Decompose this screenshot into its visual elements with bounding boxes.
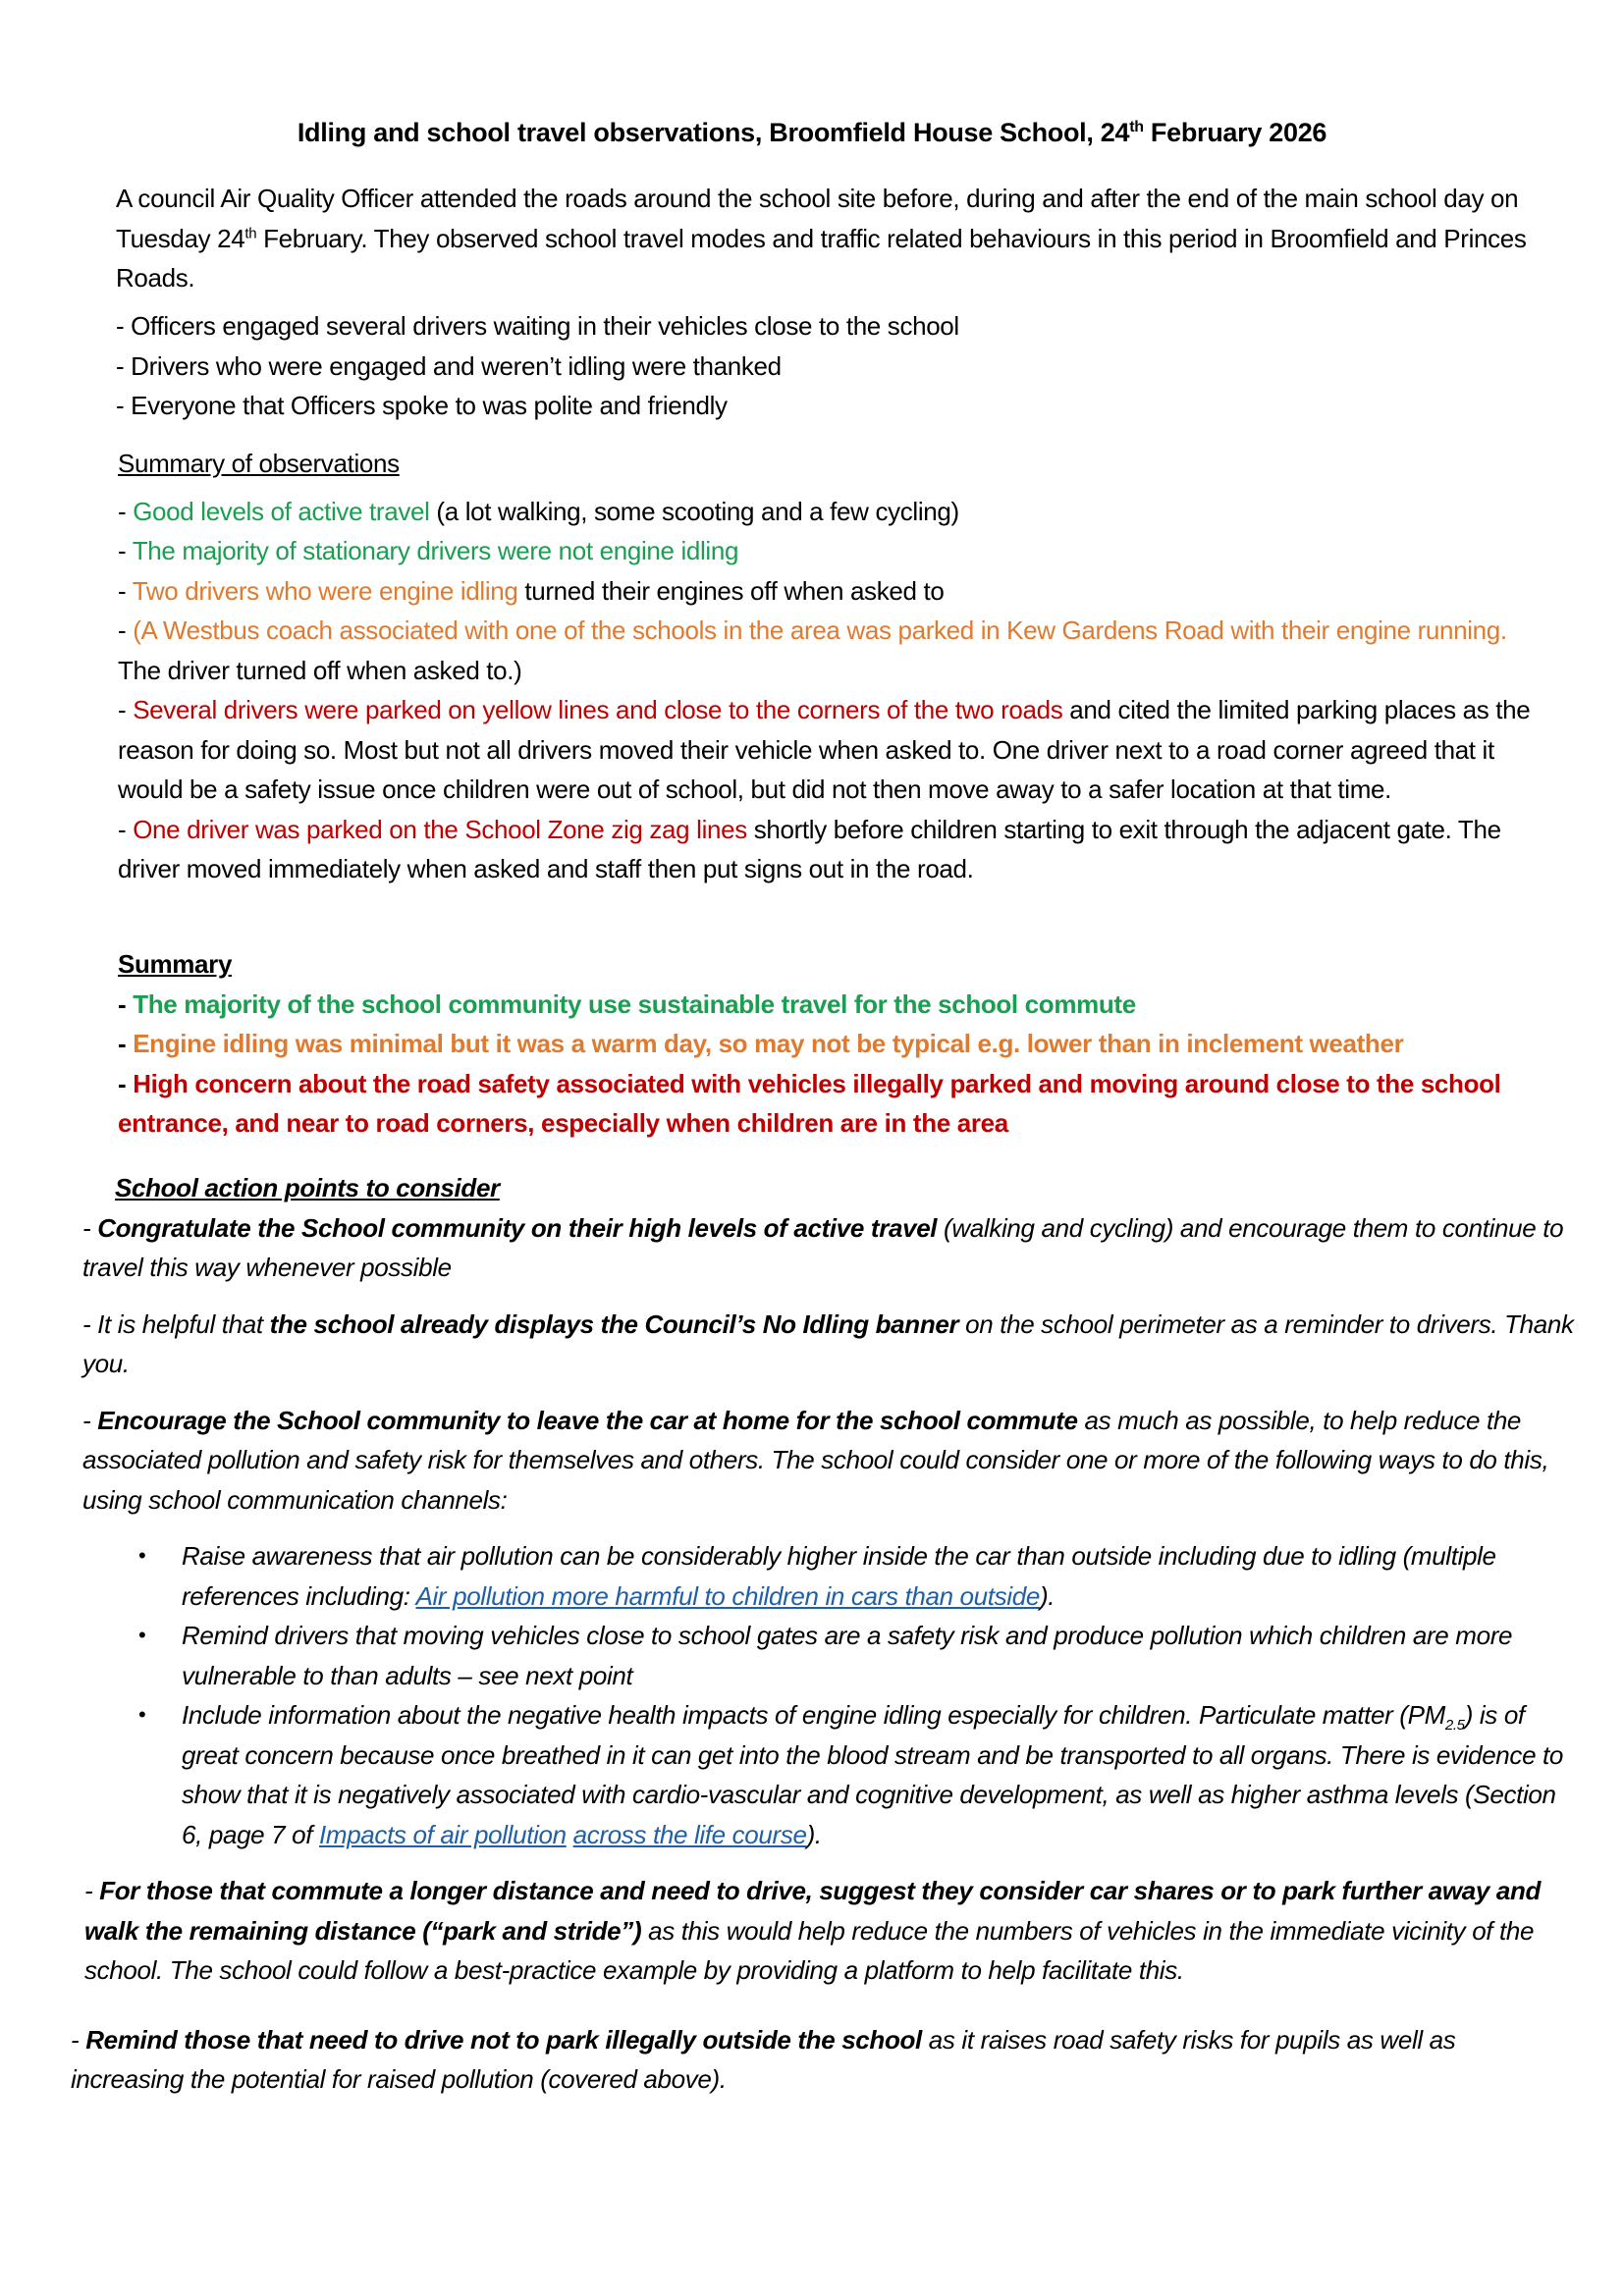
document-title — [0, 118, 1624, 148]
air-pollution-cars-link[interactable]: Air pollution more harmful to children in cars than outside — [415, 1580, 1040, 1611]
summary-item: - Engine idling was minimal but it was a warm day, so may not be typical e.g. lower than in inclement weather — [118, 1029, 1404, 1058]
observation-item: - (A Westbus coach associated with one of the schools in the area was parked in Kew Gardens Road with their engine running. The driver turned off when asked to.) — [118, 615, 1507, 685]
observations-heading: Summary of observations — [118, 449, 400, 478]
action-bullet: • Remind drivers that moving vehicles close to school gates are a safety risk and produce pollution which children are more vulnerable to than adults – see next point — [182, 1616, 1576, 1695]
intro-superscript: th — [244, 224, 257, 241]
bullet-icon: • — [138, 1623, 146, 1647]
observation-item: - One driver was parked on the School Zone zig zag lines shortly before children starting to exit through the adjacent gate. The driver moved immediately when asked and staff then put signs out in the road. — [118, 814, 1501, 883]
action-points-heading: School action points to consider — [115, 1173, 500, 1202]
title-superscript: th — [1129, 119, 1144, 135]
life-course-link[interactable]: across the life course — [572, 1819, 807, 1849]
bullet-icon: • — [138, 1543, 146, 1568]
observations-section — [118, 444, 1542, 889]
intro-text: A council Air Quality Officer attended the roads around the school site before, during and after the end of the main school day on Tuesday 24 — [116, 184, 1519, 253]
bullet-icon: • — [138, 1702, 146, 1727]
summary-section — [118, 944, 1532, 1144]
action-point: - Remind those that need to drive not to park illegally outside the school as it raises road safety risks for pupils as well as increasing the potential for raised pollution (covered above). — [71, 2024, 1456, 2094]
impacts-air-pollution-link[interactable]: Impacts of air pollution — [319, 1819, 567, 1849]
action-bullet: • Include information about the negative health impacts of engine idling especially for children. Particulate matter $(PM_{2.5})$ is of great concern because once breathed in it can get into the blood stream and be transported to all organs. There is evidence to show that it is negatively associated with cardio-vascular and cognitive development, as well as higher asthma levels (Section 6, page 7 of Impacts of air pollution across the life course). — [182, 1695, 1576, 1854]
action-point: - Encourage the School community to leave the car at home for the school commute as much as possible, to help reduce the associated pollution and safety risk for themselves and others. The school could consider one or more of the following ways to do this, using school communication channels: — [82, 1405, 1549, 1515]
action-bullet: • Raise awareness that air pollution can be considerably higher inside the car than outside including due to idling (multiple references including: Air pollution more harmful to children in cars than outside). — [182, 1536, 1576, 1616]
summary-item: - High concern about the road safety associated with vehicles illegally parked and moving around close to the school entrance, and near to road corners, especially when children are in the area — [118, 1068, 1501, 1138]
summary-item: - The majority of the school community use sustainable travel for the school commute — [118, 988, 1136, 1019]
action-point: - It is helpful that the school already displays the Council’s No Idling banner on the school perimeter as a reminder to drivers. Thank you. — [82, 1308, 1574, 1378]
summary-heading: Summary — [118, 949, 233, 979]
title-text-end: February 2026 — [1143, 118, 1327, 147]
intro-point: - Drivers who were engaged and weren’t idling were thanked — [116, 350, 782, 381]
observation-item: - Two drivers who were engine idling turned their engines off when asked to — [118, 575, 945, 606]
intro-point: - Everyone that Officers spoke to was polite and friendly — [116, 391, 728, 420]
observation-item: - Good levels of active travel (a lot walking, some scooting and a few cycling) — [118, 496, 959, 526]
action-bullet-list — [138, 1536, 1576, 1854]
intro-text-end: February. They observed school travel modes and traffic related behaviours in this period in Broomfield and Princes Roads. — [116, 223, 1527, 293]
title-text: Idling and school travel observations, Broomfield House School, 24 — [297, 118, 1130, 147]
action-point: - For those that commute a longer distance and need to drive, suggest they consider car shares or to park further away and walk the remaining distance (“park and stride”) as this would help reduce the numbers of vehicles in the immediate vicinity of the school. The school could follow a best-practice example by providing a platform to help facilitate this. — [84, 1876, 1542, 1985]
action-points-section — [71, 1168, 1575, 2100]
observation-item: - Several drivers were parked on yellow lines and close to the corners of the two roads and cited the limited parking places as the reason for doing so. Most but not all drivers moved their vehicle when asked to. One driver next to a road corner agreed that it would be a safety issue once children were out of school, but did not then move away to a safer location at that time. — [118, 695, 1531, 804]
observation-item: - The majority of stationary drivers were not engine idling — [118, 536, 739, 565]
intro-points — [116, 306, 1530, 426]
intro-point: - Officers engaged several drivers waiting in their vehicles close to the school — [116, 311, 959, 341]
action-point: - Congratulate the School community on their high levels of active travel (walking and cycling) and encourage them to continue to travel this way whenever possible — [82, 1212, 1564, 1282]
intro-paragraph — [116, 179, 1530, 298]
